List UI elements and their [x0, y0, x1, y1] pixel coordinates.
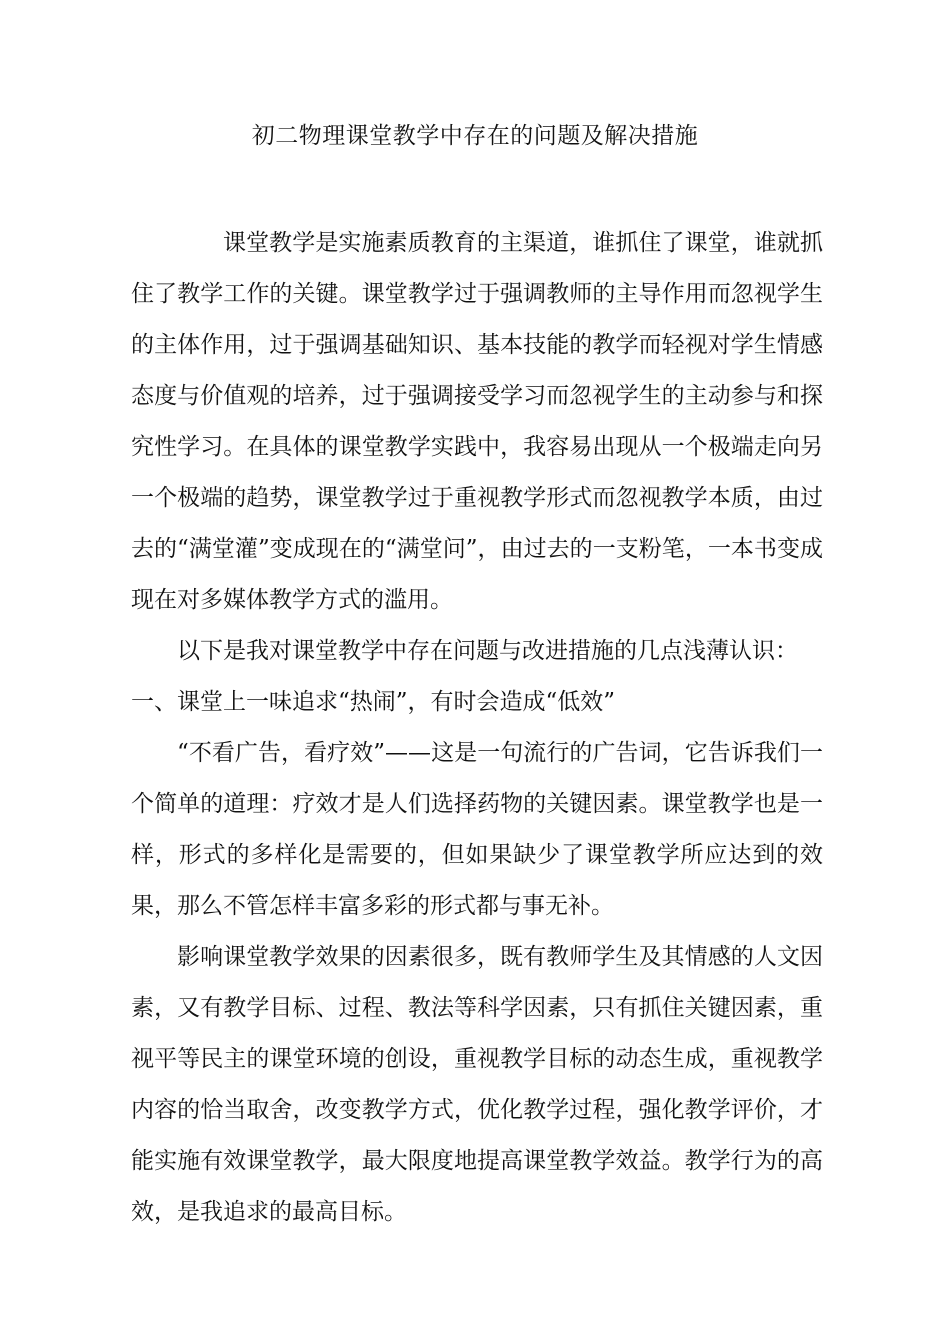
- document-title: 初二物理课堂教学中存在的问题及解决措施: [251, 123, 699, 149]
- paragraph-factors: 影响课堂教学效果的因素很多，既有教师学生及其情感的人文因素，又有教学目标、过程、教法等科学因素，只有抓住关键因素，重视平等民主的课堂环境的创设，重视教学目标的动态生成，重视教学内容的恰当取舍，改变教学方式，优化教学过程，强化教学评价，才能实施有效课堂教学，最大限度地提高课堂教学效益。教学行为的高效，是我追求的最高目标。: [131, 944, 823, 1225]
- paragraph-advert: “不看广告，看疗效”——这是一句流行的广告词，它告诉我们一个简单的道理：疗效才是人们选择药物的关键因素。课堂教学也是一样，形式的多样化是需要的，但如果缺少了课堂教学所应达到的效果，那么不管怎样丰富多彩的形式都与事无补。: [131, 740, 823, 919]
- section-heading-1: 一、课堂上一味追求“热闹”，有时会造成“低效”: [131, 689, 616, 715]
- paragraph-lead-in: 以下是我对课堂教学中存在问题与改进措施的几点浅薄认识：: [177, 638, 798, 664]
- document-body: [131, 218, 823, 1238]
- paragraph-intro: 课堂教学是实施素质教育的主渠道，谁抓住了课堂，谁就抓住了教学工作的关键。课堂教学过于强调教师的主导作用而忽视学生的主体作用，过于强调基础知识、基本技能的教学而轻视对学生情感态度与价值观的培养，过于强调接受学习而忽视学生的主动参与和探究性学习。在具体的课堂教学实践中，我容易出现从一个极端走向另一个极端的趋势，课堂教学过于重视教学形式而忽视教学本质，由过去的“满堂灌”变成现在的“满堂问”，由过去的一支粉笔，一本书变成现在对多媒体教学方式的滥用。: [131, 230, 823, 613]
